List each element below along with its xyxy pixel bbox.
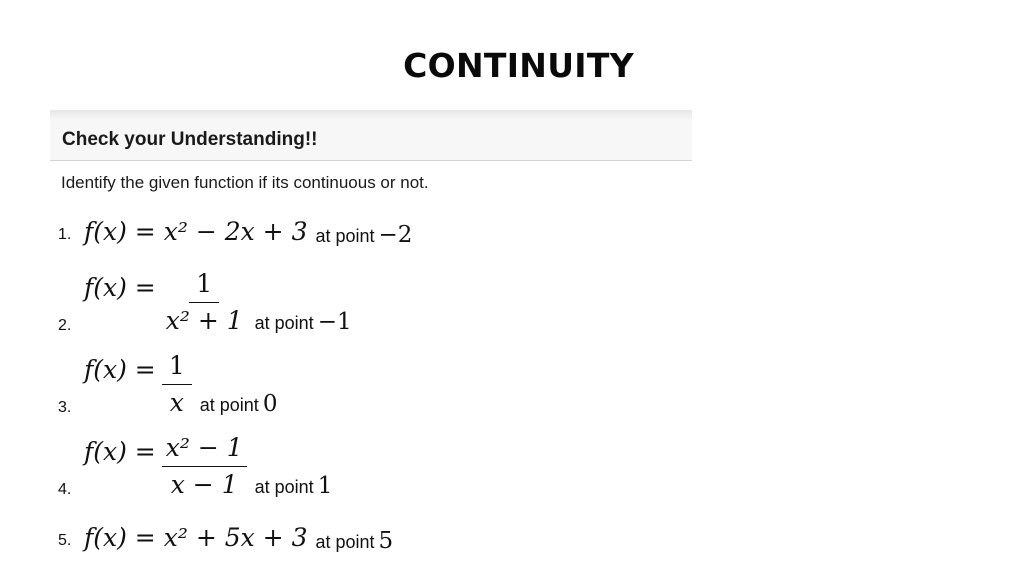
fraction-denominator: x <box>169 388 184 417</box>
fraction-denominator: x − 1 <box>170 470 238 499</box>
point-value: −2 <box>378 222 413 248</box>
at-point-text: at point <box>315 532 375 552</box>
function-expression: x² + 5x + 3 <box>163 522 308 552</box>
fraction <box>162 432 247 501</box>
item-number: 4. <box>58 481 72 498</box>
item-number: 2. <box>58 317 72 334</box>
item-number: 5. <box>58 532 72 549</box>
panel-top-shadow <box>50 110 692 120</box>
point-value: −1 <box>317 309 352 335</box>
at-point-text: at point <box>315 226 375 246</box>
fraction-numerator: 1 <box>162 350 192 385</box>
function-lhs: f(x) = <box>84 522 156 552</box>
function-lhs: f(x) = <box>84 437 156 466</box>
point-label <box>255 473 333 501</box>
exercise-item-4 <box>58 432 332 501</box>
point-value: 0 <box>262 391 278 417</box>
at-point-text: at point <box>254 477 314 497</box>
point-label <box>200 391 278 419</box>
fraction-denominator: x² + 1 <box>165 306 243 335</box>
point-label <box>315 520 393 554</box>
point-value: 5 <box>378 528 394 554</box>
panel-heading: Check your Understanding!! <box>62 129 318 150</box>
fraction <box>162 350 192 419</box>
point-label <box>315 214 412 248</box>
function-expression: x² − 2x + 3 <box>163 216 308 246</box>
point-value: 1 <box>317 473 333 499</box>
fraction <box>162 268 247 337</box>
exercise-item-1 <box>58 214 412 248</box>
function-lhs: f(x) = <box>84 216 156 246</box>
at-point-text: at point <box>199 395 259 415</box>
fraction-numerator: x² − 1 <box>162 432 247 467</box>
item-number: 3. <box>58 399 72 416</box>
slide-title: CONTINUITY <box>403 46 634 85</box>
point-label <box>255 309 352 337</box>
fraction-numerator: 1 <box>189 268 219 303</box>
function-lhs: f(x) = <box>84 355 156 384</box>
item-number: 1. <box>58 226 72 243</box>
function-lhs: f(x) = <box>84 273 156 302</box>
exercise-item-2 <box>58 268 352 337</box>
exercise-item-3 <box>58 350 277 419</box>
instruction-text: Identify the given function if its continuous or not. <box>61 173 429 192</box>
at-point-text: at point <box>254 313 314 333</box>
panel-header <box>50 120 692 161</box>
exercise-item-5 <box>58 520 393 554</box>
